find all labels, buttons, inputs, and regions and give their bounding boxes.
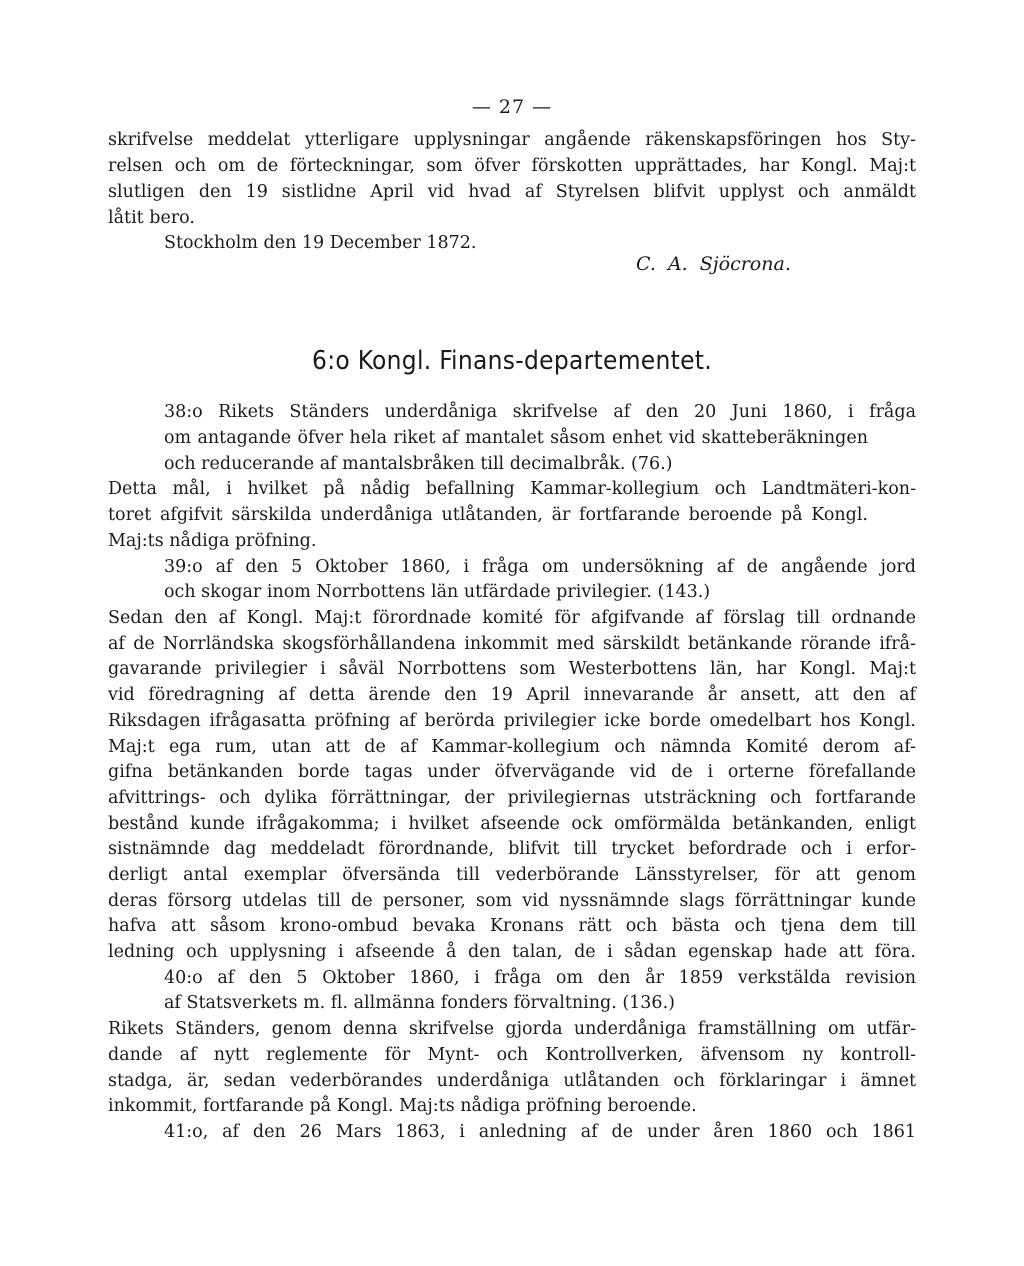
text-line: relsen och om de förteckningar, som öfver förskotten upprättades, har Kongl. Maj:t bbox=[108, 156, 916, 176]
text-line: Detta mål, i hvilket på nådig befallning Kammar-kollegium och Landtmäteri-kon- bbox=[108, 479, 916, 499]
text-line: 38:o Rikets Ständers underdåniga skrifvelse af den 20 Juni 1860, i fråga bbox=[164, 402, 916, 422]
text-line: skrifvelse meddelat ytterligare upplysningar angående räkenskapsföringen hos Sty- bbox=[108, 130, 916, 150]
text-line: af de Norrländska skogsförhållandena inkommit med särskildt betänkande rörande ifrå- bbox=[108, 634, 916, 654]
text-line: Stockholm den 19 December 1872. bbox=[164, 233, 477, 253]
text-line: slutligen den 19 sistlidne April vid hvad af Styrelsen blifvit upplyst och anmäldt bbox=[108, 182, 916, 202]
text-line: gavarande privilegier i såväl Norrbottens som Westerbottens län, har Kongl. Maj:t bbox=[108, 659, 916, 679]
text-line: stadga, är, sedan vederbörandes underdåniga utlåtanden och förklaringar i ämnet bbox=[108, 1071, 916, 1091]
text-line: Maj:ts nådiga pröfning. bbox=[108, 531, 317, 551]
text-line: och skogar inom Norrbottens län utfärdade privilegier. (143.) bbox=[164, 582, 711, 602]
signature: C. A. Sjöcrona. bbox=[636, 253, 791, 275]
text-line: dande af nytt reglemente för Mynt- och Kontrollverken, äfvensom ny kontroll- bbox=[108, 1045, 916, 1065]
text-line: låtit bero. bbox=[108, 208, 195, 228]
section-heading: 6:o Kongl. Finans-departementet. bbox=[312, 346, 712, 376]
text-line: bestånd kunde ifrågakomma; i hvilket afseende ock omförmälda betänkanden, enligt bbox=[108, 814, 916, 834]
text-line: sistnämnde dag meddeladt förordnande, blifvit till trycket befordrade och i erfor- bbox=[108, 839, 916, 859]
text-line: Sedan den af Kongl. Maj:t förordnade komité för afgifvande af förslag till ordnande bbox=[108, 608, 916, 628]
text-line: afvittrings- och dylika förrättningar, der privilegiernas utsträckning och fortfarande bbox=[108, 788, 916, 808]
text-line: deras försorg utdelas till de personer, som vid nyssnämnde slags förrättningar kunde bbox=[108, 891, 916, 911]
text-line: Riksdagen ifrågasatta pröfning af berörda privilegier icke borde omedelbart hos Kongl. bbox=[108, 711, 916, 731]
text-line: 41:o, af den 26 Mars 1863, i anledning af de under åren 1860 och 1861 bbox=[164, 1122, 916, 1142]
text-line: vid föredragning af detta ärende den 19 April innevarande år ansett, att den af bbox=[108, 685, 916, 705]
text-line: gifna betänkanden borde tagas under öfvervägande vid de i orterne förefallande bbox=[108, 762, 916, 782]
text-line: och reducerande af mantalsbråken till decimalbråk. (76.) bbox=[164, 454, 673, 474]
page-number: — 27 — bbox=[471, 96, 553, 118]
text-line: Maj:t ega rum, utan att de af Kammar-kollegium och nämnda Komité derom af- bbox=[108, 737, 916, 757]
text-line: Rikets Ständers, genom denna skrifvelse gjorda underdåniga framställning om utfär- bbox=[108, 1019, 916, 1039]
text-line: 39:o af den 5 Oktober 1860, i fråga om undersökning af de angående jord bbox=[164, 557, 916, 577]
text-line: ledning och upplysning i afseende å den talan, de i sådan egenskap hade att föra. bbox=[108, 942, 916, 962]
text-line: derligt antal exemplar öfversända till vederbörande Länsstyrelser, för att genom bbox=[108, 865, 916, 885]
text-line: hafva att såsom krono-ombud bevaka Kronans rätt och bästa och tjena dem till bbox=[108, 916, 916, 936]
text-line: om antagande öfver hela riket af mantalet såsom enhet vid skatteberäkningen bbox=[164, 428, 868, 448]
text-line: 40:o af den 5 Oktober 1860, i fråga om den år 1859 verkstälda revision bbox=[164, 968, 916, 988]
text-line: af Statsverkets m. fl. allmänna fonders förvaltning. (136.) bbox=[164, 993, 675, 1013]
text-line: toret afgifvit särskilda underdåniga utlåtanden, är fortfarande beroende på Kongl. bbox=[108, 505, 868, 525]
text-line: inkommit, fortfarande på Kongl. Maj:ts nådiga pröfning beroende. bbox=[108, 1096, 697, 1116]
